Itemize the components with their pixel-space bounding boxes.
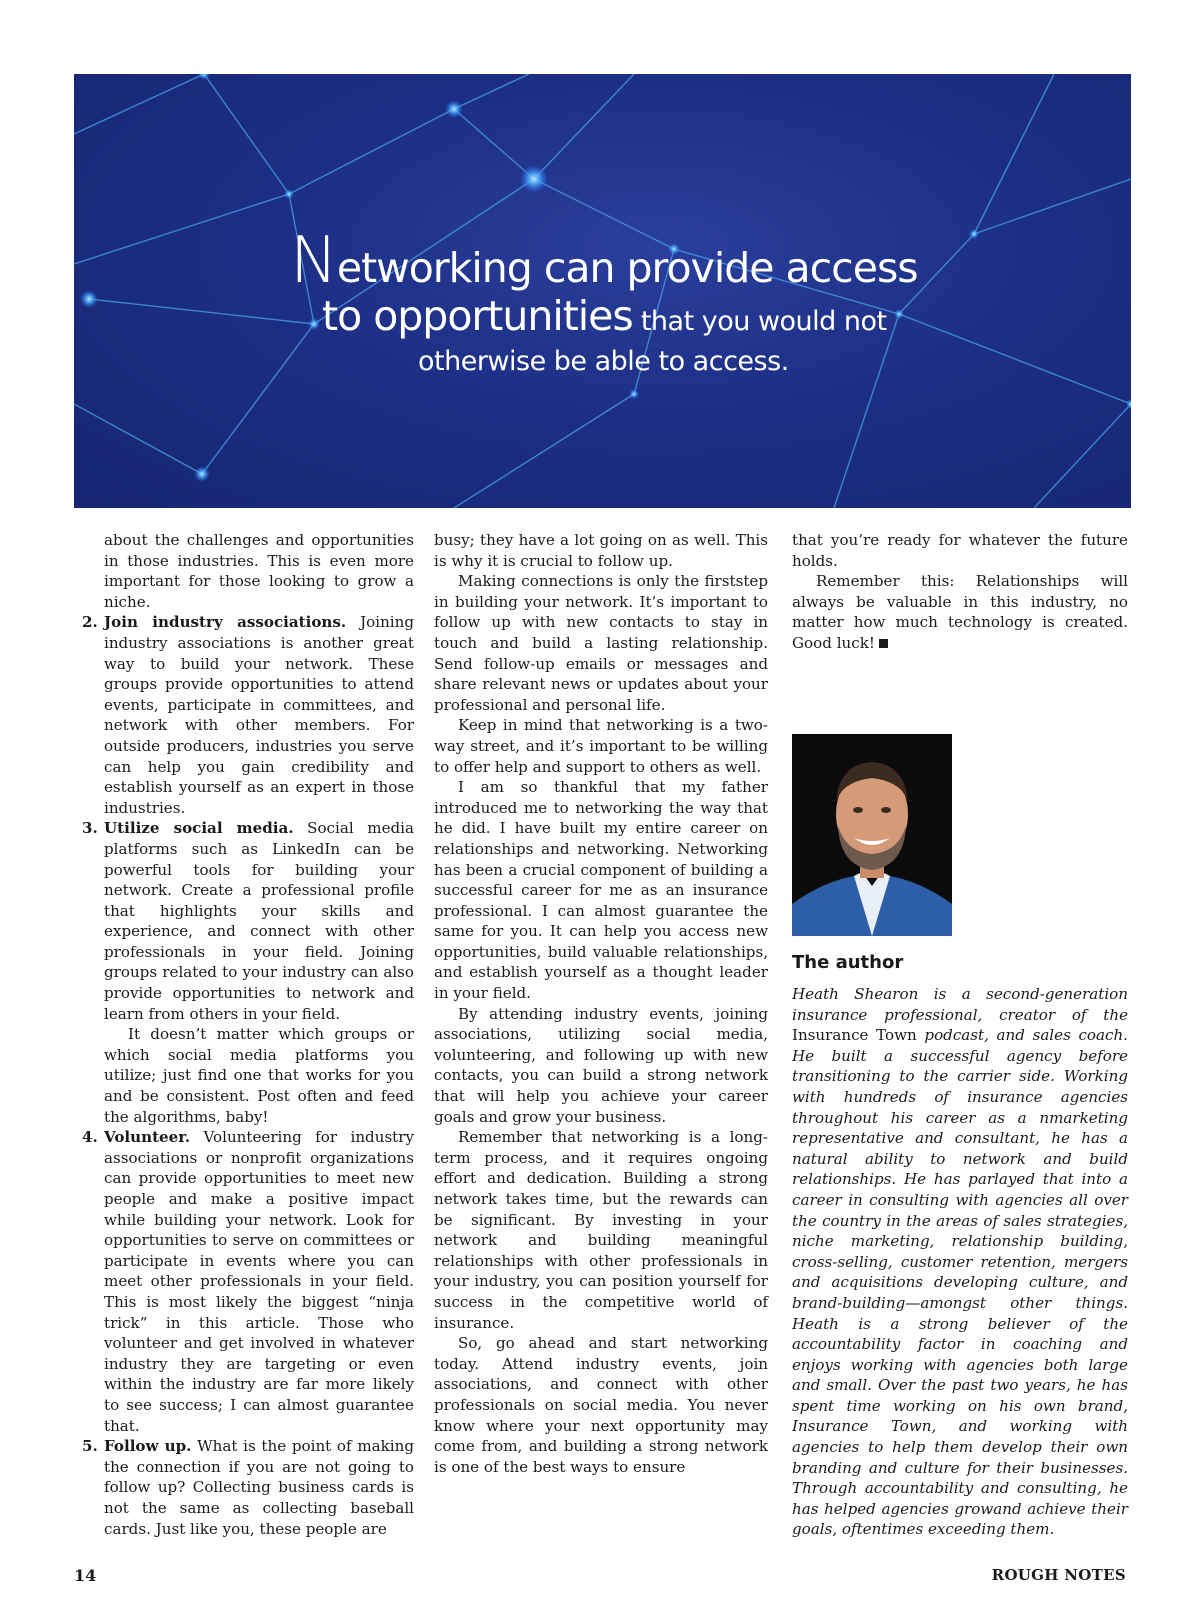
bio-text-a: Heath Shearon is a second-generation insurance professional, creator of the [792, 985, 1128, 1024]
list-item-title: Utilize social media. [104, 819, 294, 838]
body-paragraph: By attending industry events, joining associations, utilizing social media, volunteering, and following up with new contacts, you can build a strong network that will help you achieve your career goals and grow your business. [434, 1004, 768, 1126]
body-paragraph: I am so thankful that my father introduced me to networking the way that he did. I have built my entire career on relationships and networking. Networking has been a crucial component of building a successful career for me as an insurance professional. I can almost guarantee the same for you. It can help you access new opportunities, build valuable relationships, and establish yourself as a thought leader in your field. [434, 778, 768, 1003]
article-column-3 [792, 530, 1128, 654]
list-item-title: Join industry associations. [104, 613, 347, 632]
hero-banner [74, 74, 1131, 508]
list-item-text: What is the point of making the connection if you are not going to follow up? Collecting business cards is not the same as collecting baseball cards. Just like you, these people are [104, 1437, 414, 1538]
author-photo [792, 734, 952, 936]
list-item-5 [82, 1436, 414, 1539]
hero-initial: N [290, 224, 337, 298]
body-paragraph: Remember that networking is a long-term process, and it requires ongoing effort and dedication. Building a strong network takes time, but the rewards can be significant. By investing in your network and building meaningful relationships with other professionals in your industry, you can position yourself for success in the competitive world of insurance. [434, 1128, 768, 1332]
list-item-2 [82, 612, 414, 818]
list-number: 2. [82, 613, 98, 632]
hero-line-2-emphasis: to opportunities [322, 292, 633, 340]
list-item-text: Joining industry associations is another great way to build your network. These groups provide opportunities to attend events, participate in committees, and network with other members. For outside producers, industries you serve can help you gain credibility and establish yourself as an expert in those industries. [104, 613, 414, 817]
body-paragraph: So, go ahead and start networking today. Attend industry events, join associations, and connect with other professionals on social media. You never know where your next opportunity may come from, and building a strong network is one of the best ways to ensure [434, 1334, 768, 1476]
article-column-2 [434, 530, 768, 1477]
body-paragraph: busy; they have a lot going on as well. This is why it is crucial to follow up. [434, 531, 768, 570]
body-paragraph: Keep in mind that networking is a two-way street, and it’s important to be willing to offer help and support to others as well. [434, 716, 768, 776]
publication-name: ROUGH NOTES [991, 1566, 1126, 1584]
list-number: 3. [82, 819, 98, 838]
article-column-1 [82, 530, 414, 1539]
hero-line-2-rest: that you would not [632, 306, 887, 337]
body-paragraph: Making connections is only the firststep in building your network. It’s important to follow up with new contacts to stay in touch and build a lasting relationship. Send follow-up emails or messages and share relevant news or updates about your professional and personal life. [434, 572, 768, 714]
closing-paragraph [792, 571, 1128, 653]
body-paragraph: about the challenges and opportunities in those industries. This is even more important for those looking to grow a niche. [104, 531, 414, 611]
bio-text-b: podcast, and sales coach. He built a successful agency before transitioning to the carrier side. Working with hundreds of insurance agencies throughout his career as a nmarketing representative and consultant, he has a natural ability to network and build relationships. He has parlayed that into a career in consulting with agencies all over the country in the areas of sales strategies, niche marketing, relationship building, cross-selling, customer retention, mergers and acquisitions developing culture, and brand-building—amongst other things. Heath is a strong believer of the accountability factor in coaching and enjoys working with agencies both large and small. Over the past two years, he has spent time working on his own brand, Insurance Town, and working with agencies to help them develop their own branding and culture for their businesses. Through accountability and consulting, he has helped agencies growand achieve their goals, oftentimes exceeding them. [792, 1026, 1128, 1539]
body-paragraph: that you’re ready for whatever the future holds. [792, 531, 1128, 570]
bio-podcast-name: Insurance Town [792, 1026, 917, 1045]
page-number: 14 [74, 1566, 97, 1585]
end-mark-icon [879, 639, 888, 648]
author-portrait-icon [792, 734, 952, 936]
hero-line-1-rest: etworking can provide access [336, 244, 918, 292]
list-item-4 [82, 1127, 414, 1436]
list-item-title: Volunteer. [104, 1128, 191, 1147]
list-item-text: Social media platforms such as LinkedIn can be powerful tools for building your network. Create a professional profile that highlights your skills and experience, and connect with other professionals in your field. Joining groups related to your industry can also provide opportunities to network and learn from others in your field. [104, 819, 414, 1023]
hero-line-1 [290, 224, 918, 298]
list-item-text: Volunteering for industry associations or nonprofit organizations can provide opportunities to meet new people and make a positive impact while building your network. Look for opportunities to serve on committees or participate in events where you can meet other professionals in your field. This is most likely the biggest “ninja trick” in this article. Those who volunteer and get involved in whatever industry they are targeting or even within the industry are far more likely to see success; I can almost guarantee that. [104, 1128, 414, 1435]
list-number: 4. [82, 1128, 98, 1147]
list-number: 5. [82, 1437, 98, 1456]
author-heading: The author [792, 952, 904, 973]
hero-pull-quote [74, 74, 1131, 508]
closing-text: Remember this: Relationships will always be valuable in this industry, no matter how much technology is created. Good luck! [792, 572, 1128, 652]
list-item-title: Follow up. [104, 1437, 192, 1456]
list-item-3 [82, 818, 414, 1024]
body-paragraph: It doesn’t matter which groups or which social media platforms you utilize; just find one that works for you and be consistent. Post often and feed the algorithms, baby! [104, 1025, 414, 1126]
hero-line-2 [322, 292, 887, 340]
hero-line-3: otherwise be able to access. [418, 346, 789, 377]
author-bio [792, 984, 1128, 1540]
